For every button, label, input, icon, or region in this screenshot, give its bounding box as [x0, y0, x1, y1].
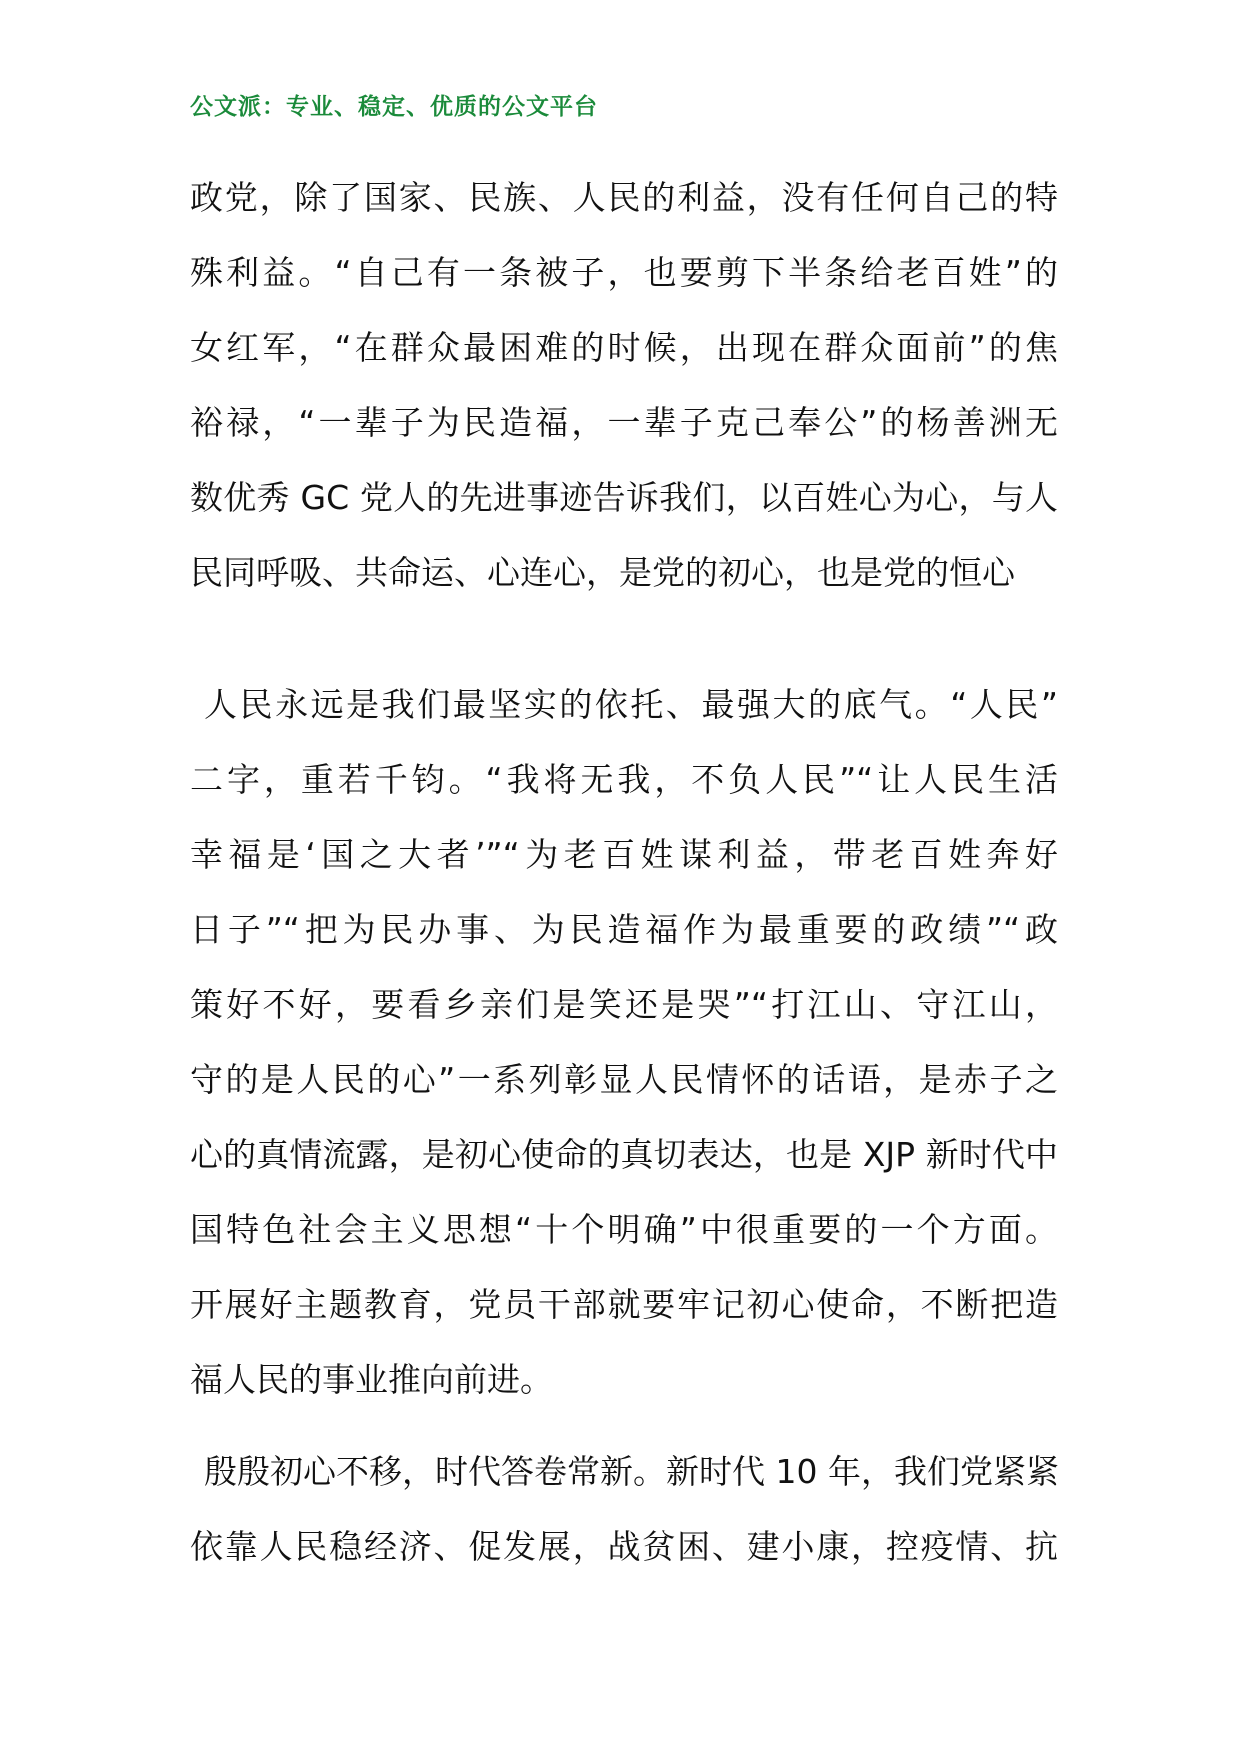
text-line: 国特色社会主义思想“十个明确”中很重要的一个方面。: [190, 1210, 1058, 1249]
page-header: 公文派：专业、稳定、优质的公文平台: [190, 93, 598, 120]
text-line: 依靠人民稳经济、促发展，战贫困、建小康，控疫情、抗: [190, 1527, 1058, 1566]
text-line: 政党，除了国家、民族、人民的利益，没有任何自己的特: [190, 178, 1058, 217]
text-line: 民同呼吸、共命运、心连心，是党的初心，也是党的恒心: [190, 553, 1015, 592]
paragraph-1: [190, 160, 1058, 610]
text-line: 幸福是‘国之大者’”“为老百姓谋利益，带老百姓奔好: [190, 835, 1058, 874]
text-line: 心的真情流露，是初心使命的真切表达，也是 XJP 新时代中: [190, 1135, 1058, 1174]
text-line: 守的是人民的心”一系列彰显人民情怀的话语，是赤子之: [190, 1060, 1058, 1099]
text-line: 二字，重若千钧。“我将无我，不负人民”“让人民生活: [190, 760, 1058, 799]
text-line: 裕禄，“一辈子为民造福，一辈子克己奉公”的杨善洲无: [190, 403, 1058, 442]
text-line: 策好不好，要看乡亲们是笑还是哭”“打江山、守江山，: [190, 985, 1058, 1024]
text-line: 日子”“把为民办事、为民造福作为最重要的政绩”“政: [190, 910, 1058, 949]
paragraph-2: [190, 667, 1058, 1417]
text-line: 人民永远是我们最坚实的依托、最强大的底气。“人民”: [204, 685, 1058, 724]
text-line: 女红军，“在群众最困难的时候，出现在群众面前”的焦: [190, 328, 1058, 367]
paragraph-3: [190, 1434, 1058, 1584]
text-line: 数优秀 GC 党人的先进事迹告诉我们，以百姓心为心，与人: [190, 478, 1058, 517]
text-line: 福人民的事业推向前进。: [190, 1360, 553, 1399]
text-line: 殊利益。“自己有一条被子，也要剪下半条给老百姓”的: [190, 253, 1058, 292]
text-line: 开展好主题教育，党员干部就要牢记初心使命，不断把造: [190, 1285, 1058, 1324]
text-line: 殷殷初心不移，时代答卷常新。新时代 10 年，我们党紧紧: [204, 1452, 1059, 1491]
